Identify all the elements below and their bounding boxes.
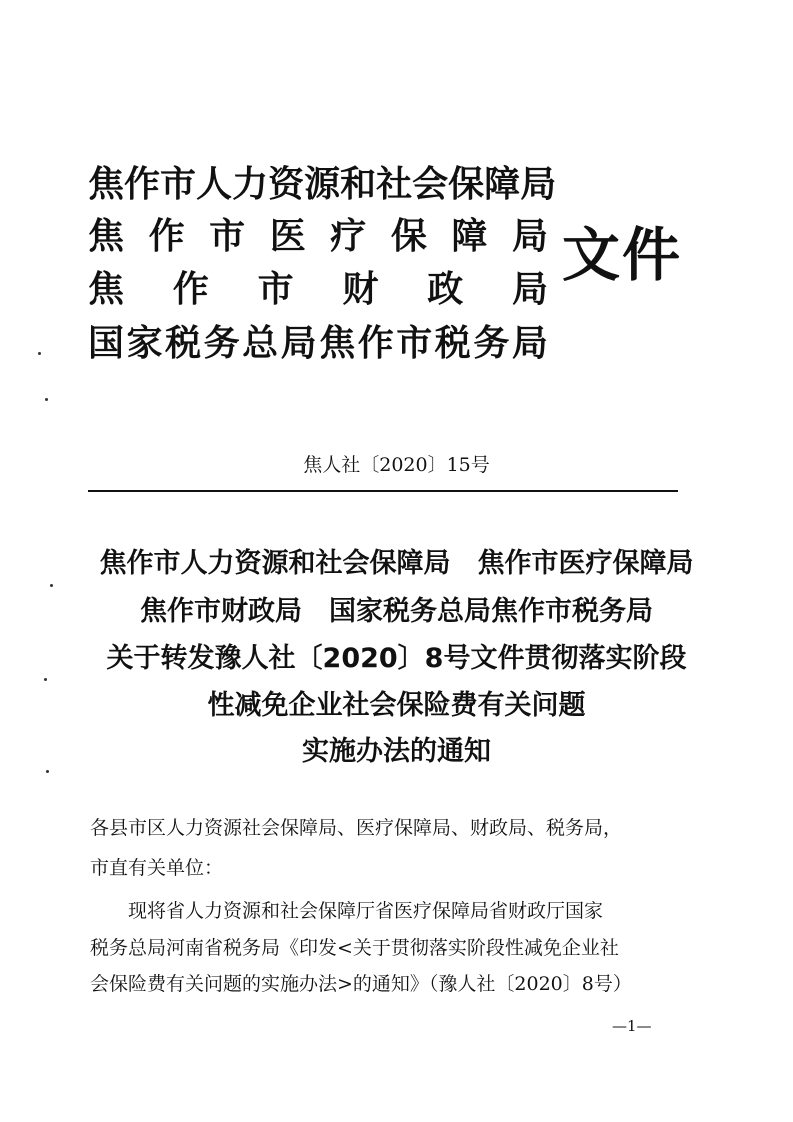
issuer-line-finance: 焦 作 市 财 政 局 (88, 269, 548, 310)
body-line: 市直有关单位： (90, 857, 224, 879)
title-line: 焦作市财政局 国家税务总局焦作市税务局 (140, 596, 653, 627)
issuer-line-medical: 焦 作 市 医 疗 保 障 局 (88, 216, 548, 257)
issuer-line-hrss: 焦 作 市 人 力 资 源 和 社 会 保 障 局 (88, 164, 557, 205)
scan-speck (45, 398, 48, 401)
title-line: 焦作市人力资源和社会保障局 焦作市医疗保障局 (99, 548, 694, 579)
body-line: 会保险费有关问题的实施办法>的通知》（豫人社〔2020〕8号） (90, 973, 632, 995)
title-line: 关于转发豫人社〔2020〕8号文件贯彻落实阶段 (106, 643, 687, 674)
document-number: 焦人社〔2020〕15号 (303, 454, 490, 476)
body-line: 现将省人力资源和社会保障厅省医疗保障局省财政厅国家 (128, 900, 604, 922)
page-number: —1— (612, 1017, 652, 1035)
scan-speck (44, 678, 47, 681)
header-divider (88, 490, 678, 492)
scan-speck (46, 770, 49, 773)
title-line: 性减免企业社会保险费有关问题 (207, 690, 586, 721)
scan-speck (38, 352, 41, 355)
body-line: 税务总局河南省税务局《印发<关于贯彻落实阶段性减免企业社 (90, 937, 619, 959)
title-line: 实施办法的通知 (302, 736, 491, 767)
issuer-line-tax: 国 家 税 务 总 局 焦 作 市 税 务 局 (88, 323, 548, 364)
document-type-label: 文件 (562, 221, 683, 289)
scan-speck (50, 584, 53, 587)
body-line: 各县市区人力资源社会保障局、医疗保障局、财政局、税务局， (90, 817, 623, 839)
